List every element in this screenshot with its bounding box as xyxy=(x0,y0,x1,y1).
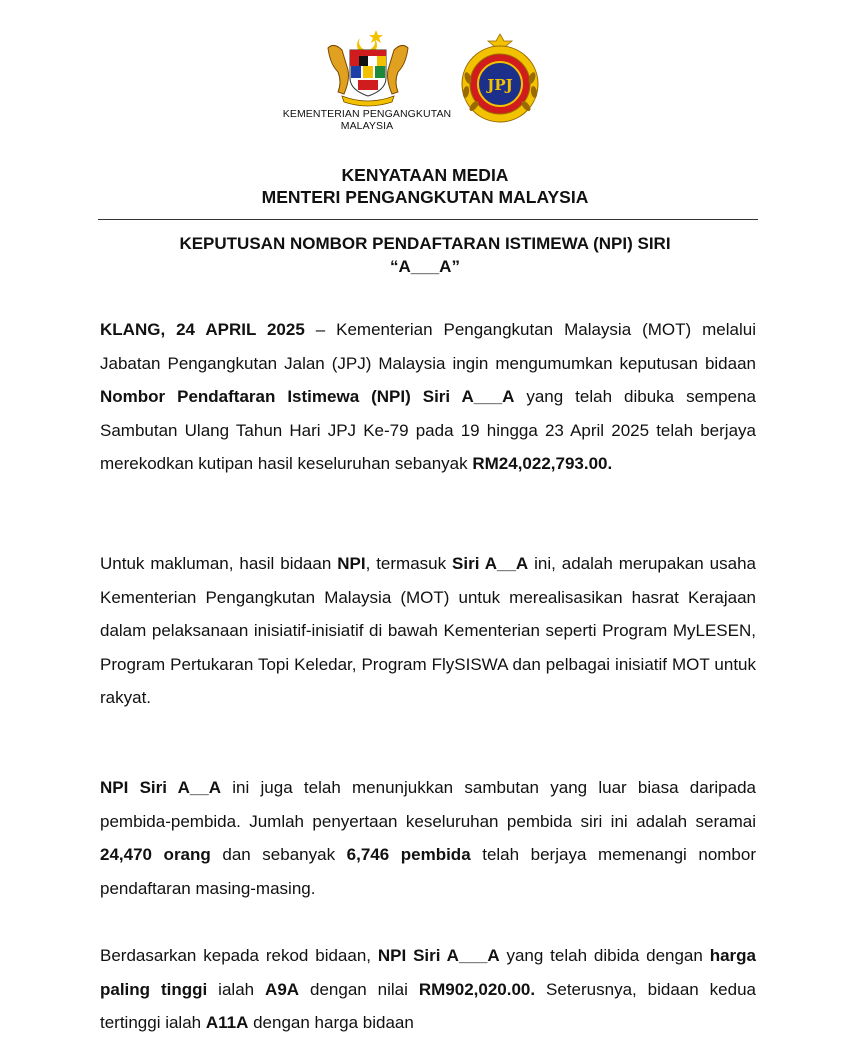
title-divider xyxy=(98,219,758,220)
p4-bold-highest: harga paling tinggi xyxy=(100,946,756,999)
paragraph-4 xyxy=(100,939,756,1040)
headline-line-1: KEPUTUSAN NOMBOR PENDAFTARAN ISTIMEWA (NPI) SIRI xyxy=(179,234,671,253)
jpj-logo-text: JPJ xyxy=(487,76,513,94)
ministry-line-2: MALAYSIA xyxy=(340,120,394,132)
document-subtitle-minister: MENTERI PENGANGKUTAN MALAYSIA xyxy=(261,187,589,207)
p1-text-2: yang telah dibuka sempena Sambutan Ulang Tahun Hari JPJ Ke-79 pada 19 hingga 23 April 2025 telah berjaya merekodkan kutipan hasil keseluruhan sebanyak xyxy=(100,387,756,474)
p3-text-2: dan sebanyak xyxy=(210,845,347,865)
p4-bold-plate-a11a: A11A xyxy=(205,1013,249,1033)
p4-bold-value: RM902,020.00. xyxy=(418,979,536,999)
ministry-line-1: KEMENTERIAN PENGANGKUTAN xyxy=(282,108,452,120)
paragraph-1 xyxy=(100,313,756,481)
p2-bold-npi: NPI xyxy=(337,554,366,573)
dateline: KLANG, 24 APRIL 2025 xyxy=(100,320,305,339)
p1-bold-total: RM24,022,793.00. xyxy=(472,454,613,474)
p4-text-5: Seterusnya, bidaan kedua tertinggi ialah xyxy=(100,979,756,1033)
document-title: KENYATAAN MEDIA xyxy=(341,165,509,185)
p2-text-1: Untuk makluman, hasil bidaan xyxy=(100,554,338,573)
header-logos xyxy=(0,28,850,138)
jpj-logo-icon xyxy=(452,32,548,124)
p3-bold-npi: NPI Siri A__A xyxy=(100,778,222,797)
p4-text-4: dengan nilai xyxy=(299,979,419,999)
p1-text-1: – Kementerian Pengangkutan Malaysia (MOT) melalui Jabatan Pengangkutan Jalan (JPJ) Malaysia ingin mengumumkan keputusan bidaan xyxy=(100,320,756,373)
p2-text-3: ini, adalah merupakan usaha Kementerian Pengangkutan Malaysia (MOT) untuk merealisasikan hasrat Kerajaan dalam pelaksanaan inisiatif-inisiatif di bawah Kementerian seperti Program MyLESEN, Program Pertukaran Topi Keledar, Program FlySISWA dan pelbagai inisiatif MOT untuk rakyat. xyxy=(100,554,756,708)
p2-bold-siri: Siri A__A xyxy=(452,554,529,573)
headline-line-2: “A___A” xyxy=(390,257,460,276)
p3-bold-winners: 6,746 pembida xyxy=(346,845,471,865)
paragraph-3 xyxy=(100,771,756,905)
p4-text-1: Berdasarkan kepada rekod bidaan, xyxy=(100,946,378,965)
p2-text-2: , termasuk xyxy=(365,554,453,573)
p1-bold-npi: Nombor Pendaftaran Istimewa (NPI) Siri A___A xyxy=(100,387,515,407)
p4-text-3: ialah xyxy=(207,979,266,999)
ministry-name xyxy=(262,108,472,132)
p4-bold-plate-a9a: A9A xyxy=(265,979,300,999)
p4-text-6: dengan harga bidaan xyxy=(248,1013,414,1033)
p4-bold-npi: NPI Siri A___A xyxy=(377,946,500,965)
p3-text-1: ini juga telah menunjukkan sambutan yang luar biasa daripada pembida-pembida. Jumlah penyertaan keseluruhan pembida siri ini adalah seramai xyxy=(100,778,756,831)
p4-text-2: yang telah dibida dengan xyxy=(499,946,710,965)
p3-text-3: telah berjaya memenangi nombor pendaftaran masing-masing. xyxy=(100,845,757,898)
paragraph-2 xyxy=(100,547,756,715)
p3-bold-participants: 24,470 orang xyxy=(100,845,211,865)
malaysia-coat-of-arms-icon xyxy=(318,28,418,108)
